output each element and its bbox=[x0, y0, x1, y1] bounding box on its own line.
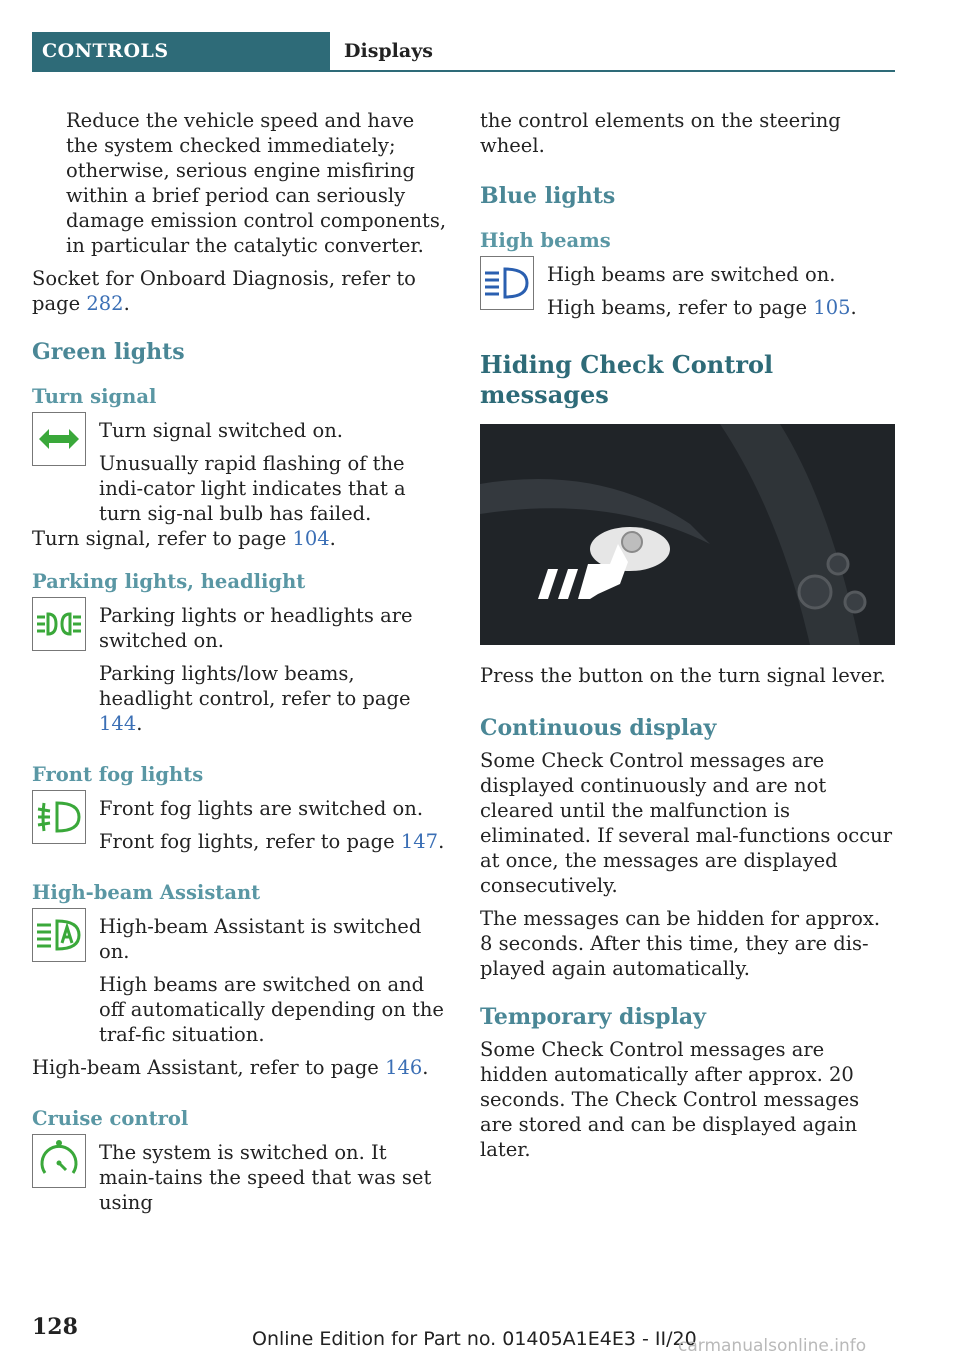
edition-footer: Online Edition for Part no. 01405A1E4E3 - II/20 bbox=[252, 1328, 697, 1350]
parking-lights-block bbox=[32, 603, 447, 736]
turn-signal-block bbox=[32, 418, 447, 526]
high-beams-heading: High beams bbox=[480, 229, 611, 252]
high-beams-ref-text: High beams, refer to page bbox=[547, 296, 814, 319]
high-beams-page-link[interactable]: 105 bbox=[813, 296, 851, 319]
turn-signal-page-link[interactable]: 104 bbox=[292, 527, 330, 550]
high-beam-assistant-heading: High-beam Assistant bbox=[32, 881, 261, 904]
parking-lights-p2: Parking lights/low beams, headlight control, refer to page bbox=[99, 662, 411, 710]
continuous-display-p2: The messages can be hidden for approx. 8 seconds. After this time, they are dis‐played again automatically. bbox=[480, 907, 881, 980]
cruise-control-icon bbox=[32, 1134, 86, 1188]
green-lights-heading: Green lights bbox=[32, 339, 185, 365]
watermark[interactable]: carmanualsonline.info bbox=[678, 1336, 867, 1356]
front-fog-p1: Front fog lights are switched on. bbox=[99, 797, 424, 820]
front-fog-heading: Front fog lights bbox=[32, 763, 204, 786]
front-fog-ref: Front fog lights, refer to page 147. bbox=[99, 830, 445, 853]
high-beam-assistant-icon bbox=[32, 908, 86, 962]
front-fog-page-link[interactable]: 147 bbox=[400, 830, 439, 853]
parking-lights-heading: Parking lights, headlight bbox=[32, 570, 306, 593]
press-paragraph: Press the button on the turn signal lever. bbox=[480, 664, 886, 687]
parking-lights-page-link[interactable]: 144 bbox=[99, 712, 137, 735]
hiding-check-control-heading: Hiding Check Control messages bbox=[480, 350, 774, 409]
high-beam-assistant-ref: High-beam Assistant, refer to page 146. bbox=[32, 1056, 429, 1079]
cruise-control-block bbox=[32, 1140, 447, 1215]
blue-lights-heading: Blue lights bbox=[480, 183, 616, 209]
high-beam-assistant-p2: High beams are switched on and off automatically depending on the traf‐fic situation. bbox=[99, 973, 444, 1046]
temporary-display-p1: Some Check Control messages are hidden automatically after approx. 20 seconds. The Check Control messages are stored and can be displayed again later. bbox=[480, 1038, 860, 1161]
turn-signal-icon bbox=[32, 412, 86, 466]
parking-lights-p2-start: Parking lights/low beams, headlight control, refer to page 144. bbox=[99, 662, 411, 735]
continuous-display-p1: Some Check Control messages are displayed continuously and are not cleared until the malfunction is eliminated. If several mal‐functions occur at once, the messages are displayed consecutively. bbox=[480, 749, 893, 897]
intro-paragraph: Reduce the vehicle speed and have the system checked immediately; otherwise, serious engine misfiring within a brief period can seriously damage emission control components, in particular the catalytic converter. bbox=[66, 109, 447, 257]
socket-text: Socket for Onboard Diagnosis, refer to page bbox=[32, 267, 416, 315]
temporary-display-heading: Temporary display bbox=[480, 1004, 706, 1030]
parking-lights-icon bbox=[32, 597, 86, 651]
turn-signal-ref: Turn signal, refer to page 104. bbox=[32, 527, 336, 550]
high-beams-p1: High beams are switched on. bbox=[547, 263, 836, 286]
high-beam-assistant-block bbox=[32, 914, 447, 1047]
turn-signal-ref-text: Turn signal, refer to page bbox=[32, 527, 293, 550]
high-beam-assistant-p1: High-beam Assistant is switched on. bbox=[99, 915, 422, 963]
cruise-control-heading: Cruise control bbox=[32, 1107, 189, 1130]
front-fog-ref-text: Front fog lights, refer to page bbox=[99, 830, 401, 853]
front-fog-icon bbox=[32, 790, 86, 844]
continued-paragraph: the control elements on the steering wheel. bbox=[480, 109, 841, 157]
right-column bbox=[480, 108, 895, 1170]
high-beam-assistant-ref-text: High-beam Assistant, refer to page bbox=[32, 1056, 386, 1079]
socket-paragraph: Socket for Onboard Diagnosis, refer to page 282. bbox=[32, 267, 416, 315]
left-column bbox=[32, 108, 447, 1223]
page-header bbox=[32, 32, 895, 72]
turn-signal-lever-photo bbox=[480, 424, 895, 645]
chapter-label: Displays bbox=[344, 40, 433, 62]
section-label: CONTROLS bbox=[32, 32, 330, 70]
cruise-control-p1: The system is switched on. It main‐tains the speed that was set using bbox=[99, 1141, 432, 1214]
high-beams-ref: High beams, refer to page 105. bbox=[547, 296, 857, 319]
high-beams-icon bbox=[480, 256, 534, 310]
front-fog-block bbox=[32, 796, 447, 854]
high-beam-assistant-page-link[interactable]: 146 bbox=[385, 1056, 423, 1079]
page-number: 128 bbox=[32, 1314, 78, 1340]
high-beams-block bbox=[480, 262, 895, 320]
continuous-display-heading: Continuous display bbox=[480, 715, 717, 741]
parking-lights-p1: Parking lights or headlights are switched on. bbox=[99, 604, 413, 652]
turn-signal-p2: Unusually rapid flashing of the indi‐cator light indicates that a turn sig‐nal bulb has failed. bbox=[99, 452, 406, 525]
turn-signal-heading: Turn signal bbox=[32, 385, 157, 408]
socket-page-link[interactable]: 282 bbox=[86, 292, 124, 315]
turn-signal-p1: Turn signal switched on. bbox=[99, 419, 343, 442]
